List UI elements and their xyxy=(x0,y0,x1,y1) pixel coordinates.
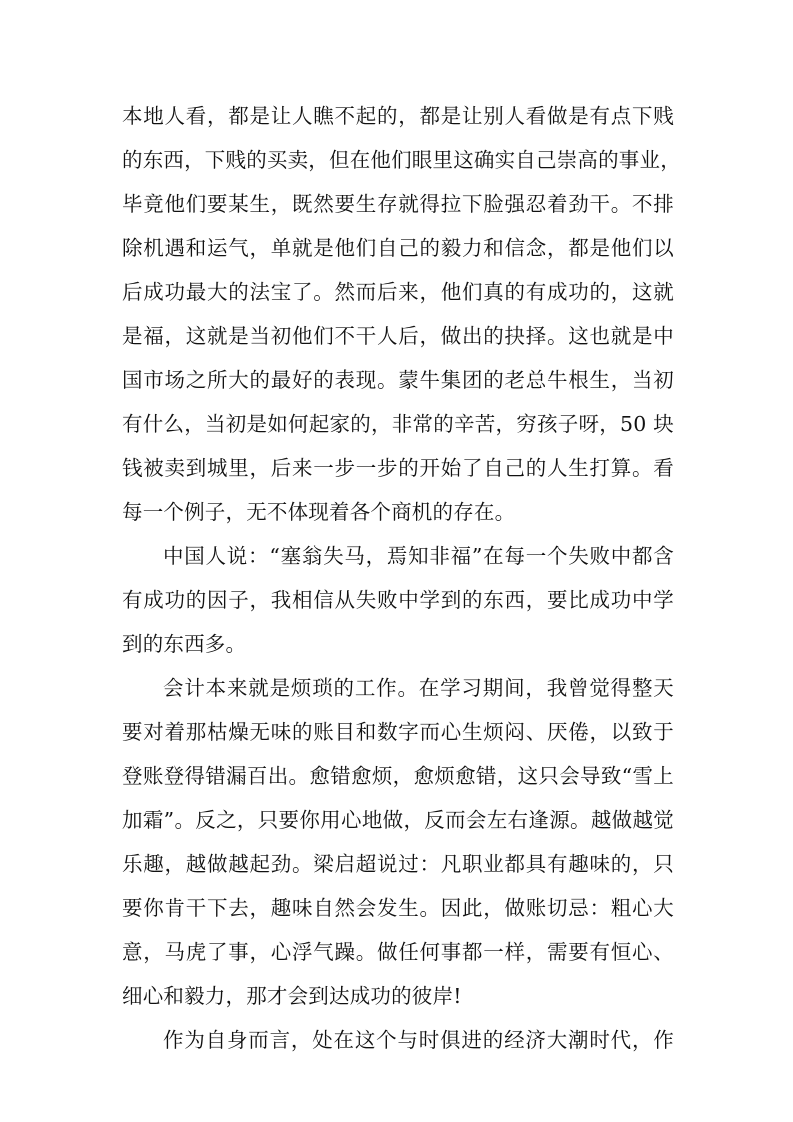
text-line: 到的东西多。 xyxy=(122,632,247,656)
text-line: 登账登得错漏百出。愈错愈烦，愈烦愈错，这只会导致“雪上 xyxy=(122,764,674,788)
paragraph-first-line: 作为自身而言，处在这个与时俱进的经济大潮时代，作 xyxy=(163,1028,674,1052)
text-line: 细心和毅力，那才会到达成功的彼岸! xyxy=(122,984,462,1008)
text-line: 意，马虎了事，心浮气躁。做任何事都一样，需要有恒心、 xyxy=(122,940,674,964)
text-line: 每一个例子，无不体现着各个商机的存在。 xyxy=(122,500,516,524)
paragraph-first-line: 中国人说：“塞翁失马，焉知非福”在每一个失败中都含 xyxy=(163,544,674,568)
text-line: 要你肯干下去，趣味自然会发生。因此，做账切忌：粗心大 xyxy=(122,896,674,920)
text-line: 要对着那枯燥无味的账目和数字而心生烦闷、厌倦，以致于 xyxy=(122,720,674,744)
text-line: 钱被卖到城里，后来一步一步的开始了自己的人生打算。看 xyxy=(122,456,674,480)
text-line: 除机遇和运气，单就是他们自己的毅力和信念，都是他们以 xyxy=(122,236,674,260)
text-line: 有什么，当初是如何起家的，非常的辛苦，穷孩子呀，50 块 xyxy=(122,412,674,436)
text-line: 有成功的因子，我相信从失败中学到的东西，要比成功中学 xyxy=(122,588,674,612)
text-line: 加霜”。反之，只要你用心地做，反而会左右逢源。越做越觉 xyxy=(122,808,674,832)
text-line: 国市场之所大的最好的表现。蒙牛集团的老总牛根生，当初 xyxy=(122,368,674,392)
text-line: 的东西，下贱的买卖，但在他们眼里这确实自己崇高的事业， xyxy=(122,148,681,172)
text-line: 后成功最大的法宝了。然而后来，他们真的有成功的，这就 xyxy=(122,280,674,304)
text-line: 本地人看，都是让人瞧不起的，都是让别人看做是有点下贱 xyxy=(122,104,674,128)
text-line: 乐趣，越做越起劲。梁启超说过：凡职业都具有趣味的，只 xyxy=(122,852,674,876)
paragraph-first-line: 会计本来就是烦琐的工作。在学习期间，我曾觉得整天 xyxy=(163,676,674,700)
text-line: 是福，这就是当初他们不干人后，做出的抉择。这也就是中 xyxy=(122,324,674,348)
text-line: 毕竟他们要某生，既然要生存就得拉下脸强忍着劲干。不排 xyxy=(122,192,674,216)
